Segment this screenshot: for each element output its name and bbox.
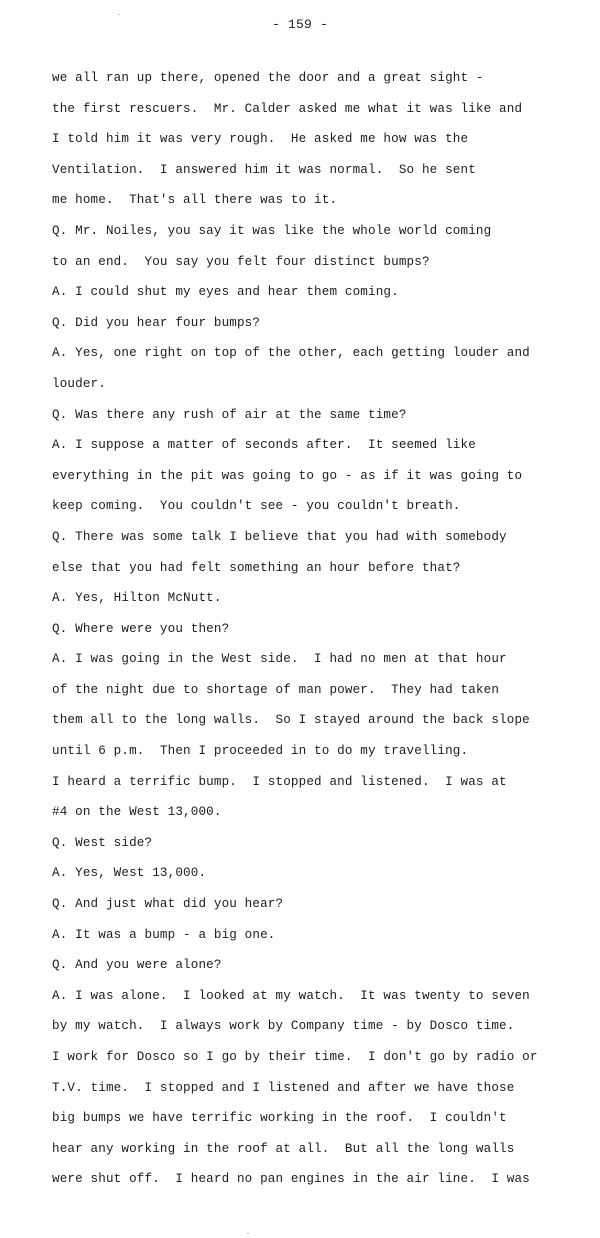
question-line: Q. West side? bbox=[52, 835, 153, 850]
transcript-line: until 6 p.m. Then I proceeded in to do my travelling. bbox=[52, 744, 469, 759]
transcript-line: everything in the pit was going to go - as if it was going to bbox=[52, 468, 523, 483]
answer-line: A. I suppose a matter of seconds after. It seemed like bbox=[52, 438, 476, 453]
transcript-line: the first rescuers. Mr. Calder asked me what it was like and bbox=[52, 101, 523, 116]
transcript-line: me home. That's all there was to it. bbox=[52, 193, 338, 208]
question-line: Q. Mr. Noiles, you say it was like the whole world coming bbox=[52, 223, 492, 238]
answer-line: A. Yes, West 13,000. bbox=[52, 866, 207, 881]
transcript-line: hear any working in the roof at all. But all the long walls bbox=[52, 1141, 515, 1156]
transcript-body bbox=[52, 68, 592, 1200]
transcript-line: Ventilation. I answered him it was normal. So he sent bbox=[52, 162, 476, 177]
question-line: Q. Was there any rush of air at the same time? bbox=[52, 407, 407, 422]
transcript-line: of the night due to shortage of man power. They had taken bbox=[52, 682, 500, 697]
transcript-line: I work for Dosco so I go by their time. I don't go by radio or bbox=[52, 1050, 538, 1064]
answer-line: A. I was going in the West side. I had no men at that hour bbox=[52, 652, 507, 667]
transcript-line: we all ran up there, opened the door and a great sight - bbox=[52, 71, 484, 85]
transcript-line: T.V. time. I stopped and I listened and after we have those bbox=[52, 1080, 515, 1095]
answer-line: A. It was a bump - a big one. bbox=[52, 927, 276, 942]
transcript-line: louder. bbox=[52, 376, 106, 391]
question-line: Q. And you were alone? bbox=[52, 958, 222, 973]
question-line: Q. Did you hear four bumps? bbox=[52, 315, 261, 330]
answer-line: A. Yes, Hilton McNutt. bbox=[52, 591, 222, 606]
transcript-line: big bumps we have terrific working in the roof. I couldn't bbox=[52, 1111, 507, 1126]
question-line: Q. There was some talk I believe that you had with somebody bbox=[52, 529, 507, 544]
transcript-line: I heard a terrific bump. I stopped and listened. I was at bbox=[52, 774, 507, 789]
transcript-line: #4 on the West 13,000. bbox=[52, 805, 222, 820]
scan-speck bbox=[118, 13, 120, 15]
transcript-line: them all to the long walls. So I stayed around the back slope bbox=[52, 713, 530, 728]
transcript-line: were shut off. I heard no pan engines in the air line. I was bbox=[52, 1172, 530, 1187]
answer-line: A. Yes, one right on top of the other, each getting louder and bbox=[52, 346, 530, 361]
transcript-line: else that you had felt something an hour before that? bbox=[52, 560, 461, 575]
transcript-line: to an end. You say you felt four distinct bumps? bbox=[52, 254, 430, 269]
transcript-line: by my watch. I always work by Company time - by Dosco time. bbox=[52, 1019, 515, 1034]
transcript-line: I told him it was very rough. He asked me how was the bbox=[52, 132, 469, 147]
answer-line: A. I could shut my eyes and hear them coming. bbox=[52, 285, 399, 300]
page-number: - 159 - bbox=[271, 17, 328, 32]
question-line: Q. And just what did you hear? bbox=[52, 897, 284, 912]
answer-line: A. I was alone. I looked at my watch. It was twenty to seven bbox=[52, 988, 530, 1003]
scan-speck bbox=[247, 1233, 249, 1234]
transcript-line: keep coming. You couldn't see - you couldn't breath. bbox=[52, 499, 461, 514]
question-line: Q. Where were you then? bbox=[52, 621, 230, 636]
